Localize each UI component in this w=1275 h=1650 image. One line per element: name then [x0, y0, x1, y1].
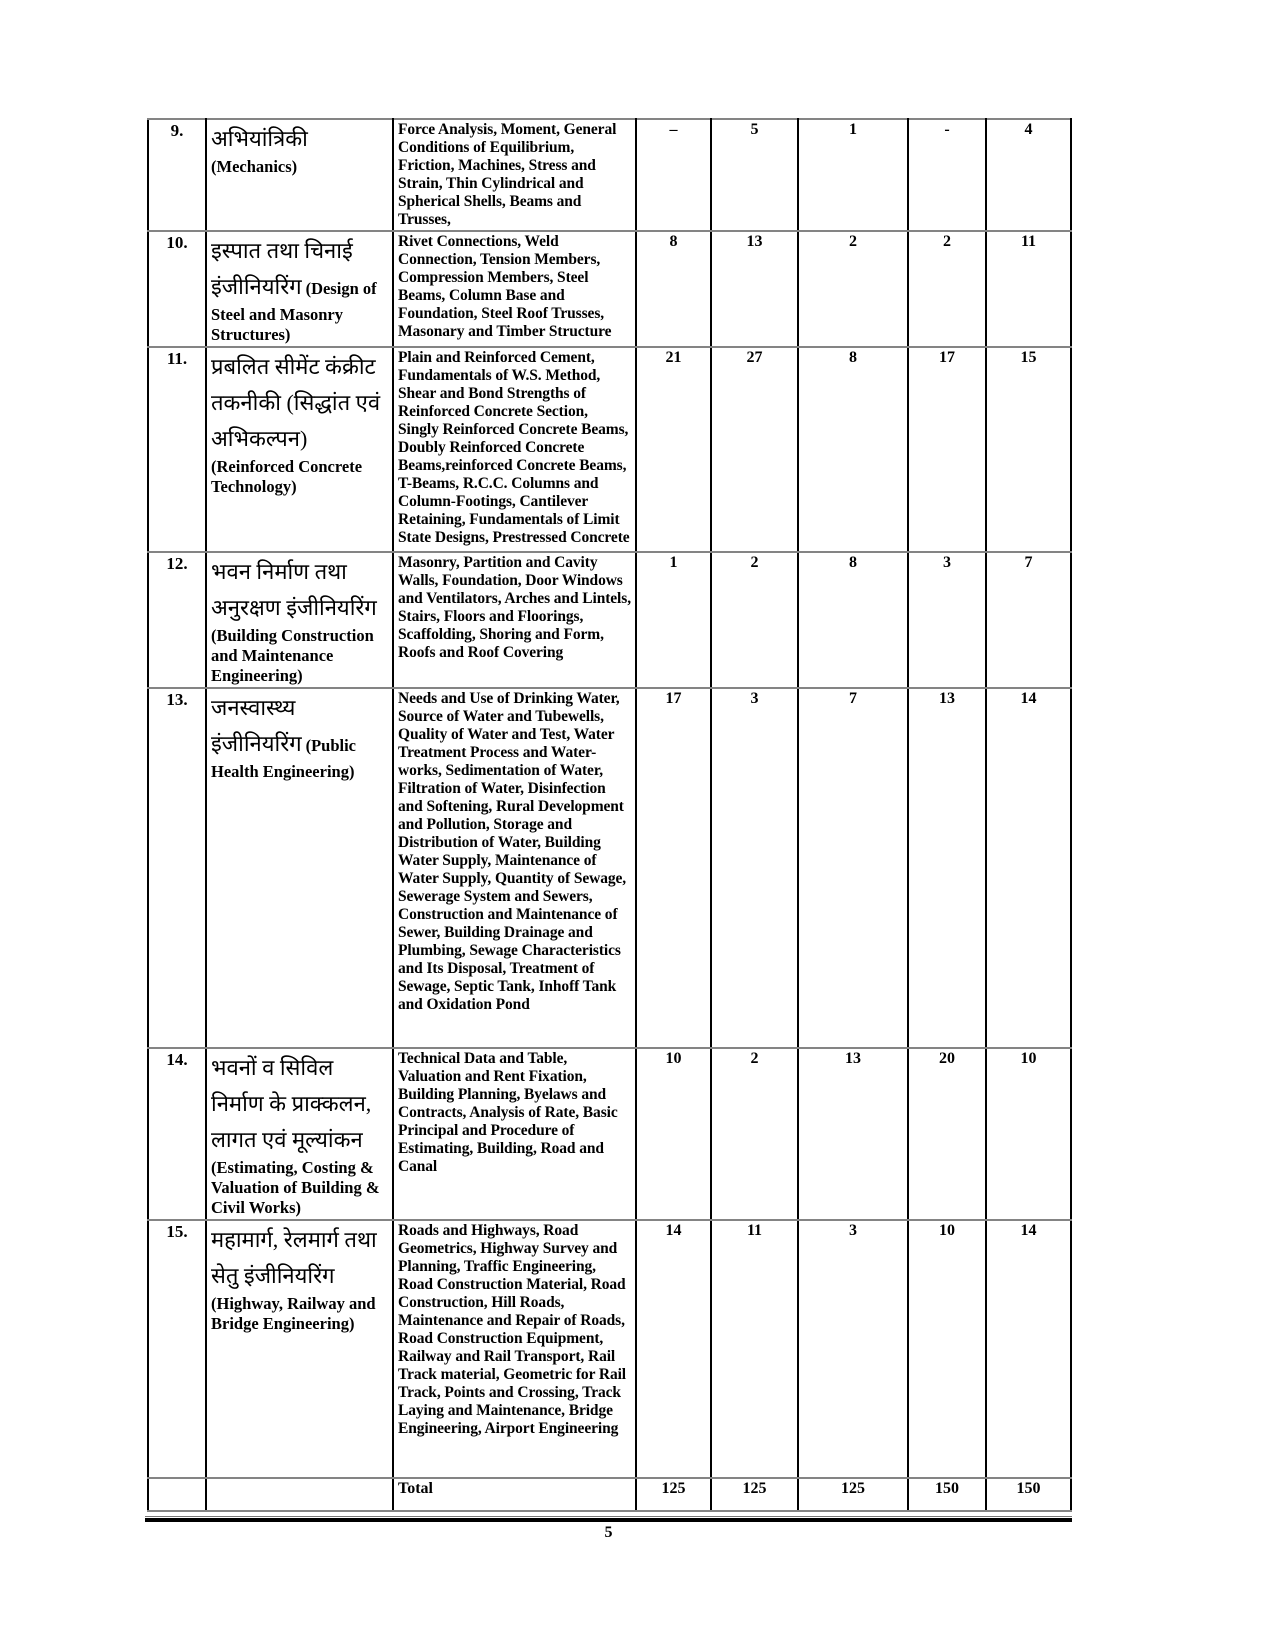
subject-hindi: भवन निर्माण तथा अनुरक्षण इंजीनियरिंग	[211, 559, 377, 620]
value-cell: 3	[908, 552, 986, 688]
subject-cell	[206, 688, 393, 1048]
value-cell: 1	[798, 119, 908, 231]
table-row	[148, 1048, 1071, 1220]
value-cell: 10	[908, 1220, 986, 1478]
value-cell: 14	[986, 1220, 1071, 1478]
value-cell: 17	[908, 347, 986, 552]
value-cell: 2	[711, 1048, 798, 1220]
row-number: 11.	[148, 347, 206, 552]
value-cell: 10	[986, 1048, 1071, 1220]
subject-cell	[206, 1048, 393, 1220]
row-number: 12.	[148, 552, 206, 688]
value-cell: 5	[711, 119, 798, 231]
value-cell: 15	[986, 347, 1071, 552]
value-cell: 17	[636, 688, 711, 1048]
value-cell: 8	[636, 231, 711, 347]
value-cell: 3	[711, 688, 798, 1048]
empty-cell	[206, 1478, 393, 1511]
total-value-cell: 150	[908, 1478, 986, 1511]
total-value-cell: 150	[986, 1478, 1071, 1511]
topics-cell: Masonry, Partition and Cavity Walls, Foundation, Door Windows and Ventilators, Arches and Lintels, Stairs, Floors and Floorings, Scaffolding, Shoring and Form, Roofs and Roof Covering	[393, 552, 636, 688]
value-cell: 1	[636, 552, 711, 688]
row-number: 13.	[148, 688, 206, 1048]
value-cell: 2	[798, 231, 908, 347]
page-number: 5	[604, 1524, 613, 1541]
subject-cell	[206, 347, 393, 552]
value-cell: 14	[986, 688, 1071, 1048]
value-cell: 27	[711, 347, 798, 552]
topics-cell: Roads and Highways, Road Geometrics, Highway Survey and Planning, Traffic Engineering, Road Construction Material, Road Construction, Hill Roads, Maintenance and Repair of Roads, Road Construction Equipment, Railway and Rail Transport, Rail Track material, Geometric for Rail Track, Points and Crossing, Track Laying and Maintenance, Bridge Engineering, Airport Engineering	[393, 1220, 636, 1478]
subject-english: (Highway, Railway and Bridge Engineering)	[211, 1294, 376, 1333]
subject-cell	[206, 231, 393, 347]
value-cell: 13	[711, 231, 798, 347]
subject-hindi: इस्पात तथा चिनाई इंजीनियरिंग	[211, 238, 353, 299]
syllabus-table	[147, 118, 1072, 1512]
value-cell: -	[908, 119, 986, 231]
value-cell: 13	[908, 688, 986, 1048]
subject-hindi: अभियांत्रिकी	[211, 126, 308, 151]
value-cell: 7	[798, 688, 908, 1048]
total-row	[148, 1478, 1071, 1511]
row-number: 9.	[148, 119, 206, 231]
subject-cell	[206, 119, 393, 231]
subject-english: (Public Health Engineering)	[211, 736, 356, 781]
subject-english: (Estimating, Costing & Valuation of Building & Civil Works)	[211, 1158, 380, 1217]
row-number: 14.	[148, 1048, 206, 1220]
value-cell: 20	[908, 1048, 986, 1220]
value-cell: 21	[636, 347, 711, 552]
row-number: 10.	[148, 231, 206, 347]
value-cell: 14	[636, 1220, 711, 1478]
subject-hindi: जनस्वास्थ्य इंजीनियरिंग	[211, 695, 302, 756]
subject-hindi: भवनों व सिविल निर्माण के प्राक्कलन, लागत एवं मूल्यांकन	[211, 1055, 372, 1152]
table-row	[148, 688, 1071, 1048]
subject-english: (Reinforced Concrete Technology)	[211, 457, 363, 496]
value-cell: 3	[798, 1220, 908, 1478]
total-value-cell: 125	[798, 1478, 908, 1511]
row-number: 15.	[148, 1220, 206, 1478]
topics-cell: Force Analysis, Moment, General Conditions of Equilibrium, Friction, Machines, Stress and Strain, Thin Cylindrical and Spherical Shells, Beams and Trusses,	[393, 119, 636, 231]
total-value-cell: 125	[711, 1478, 798, 1511]
topics-cell: Plain and Reinforced Cement, Fundamentals of W.S. Method, Shear and Bond Strengths of Reinforced Concrete Section, Singly Reinforced Concrete Beams, Doubly Reinforced Concrete Beams,reinforced Concrete Beams, T-Beams, R.C.C. Columns and Column-Footings, Cantilever Retaining, Fundamentals of Limit State Designs, Prestressed Concrete	[393, 347, 636, 552]
table-row	[148, 231, 1071, 347]
topics-cell: Rivet Connections, Weld Connection, Tension Members, Compression Members, Steel Beams, Column Base and Foundation, Steel Roof Trusses, Masonary and Timber Structure	[393, 231, 636, 347]
subject-english: (Building Construction and Maintenance Engineering)	[211, 626, 374, 685]
value-cell: –	[636, 119, 711, 231]
topics-cell: Needs and Use of Drinking Water, Source of Water and Tubewells, Quality of Water and Test, Water Treatment Process and Water-works, Sedimentation of Water, Filtration of Water, Disinfection and Softening, Rural Development and Pollution, Storage and Distribution of Water, Building Water Supply, Maintenance of Water Supply, Quantity of Sewage, Sewerage System and Sewers, Construction and Maintenance of Sewer, Building Drainage and Plumbing, Sewage Characteristics and Its Disposal, Treatment of Sewage, Septic Tank, Inhoff Tank and Oxidation Pond	[393, 688, 636, 1048]
table-row	[148, 1220, 1071, 1478]
subject-english: (Design of Steel and Masonry Structures)	[211, 279, 377, 344]
value-cell: 8	[798, 552, 908, 688]
subject-hindi: प्रबलित सीमेंट कंक्रीट तकनीकी (सिद्धांत एवं अभिकल्पन)	[211, 354, 381, 451]
value-cell: 2	[711, 552, 798, 688]
value-cell: 7	[986, 552, 1071, 688]
total-value-cell: 125	[636, 1478, 711, 1511]
value-cell: 10	[636, 1048, 711, 1220]
total-label: Total	[393, 1478, 636, 1511]
table-row	[148, 119, 1071, 231]
subject-hindi: महामार्ग, रेलमार्ग तथा सेतु इंजीनियरिंग	[211, 1227, 377, 1288]
value-cell: 2	[908, 231, 986, 347]
value-cell: 11	[711, 1220, 798, 1478]
table-row	[148, 552, 1071, 688]
topics-cell: Technical Data and Table, Valuation and Rent Fixation, Building Planning, Byelaws and Contracts, Analysis of Rate, Basic Principal and Procedure of Estimating, Building, Road and Canal	[393, 1048, 636, 1220]
value-cell: 8	[798, 347, 908, 552]
empty-cell	[148, 1478, 206, 1511]
value-cell: 13	[798, 1048, 908, 1220]
subject-english: (Mechanics)	[211, 157, 298, 176]
subject-cell	[206, 552, 393, 688]
subject-cell	[206, 1220, 393, 1478]
table-row	[148, 347, 1071, 552]
value-cell: 11	[986, 231, 1071, 347]
value-cell: 4	[986, 119, 1071, 231]
footer-divider	[145, 1516, 1072, 1522]
